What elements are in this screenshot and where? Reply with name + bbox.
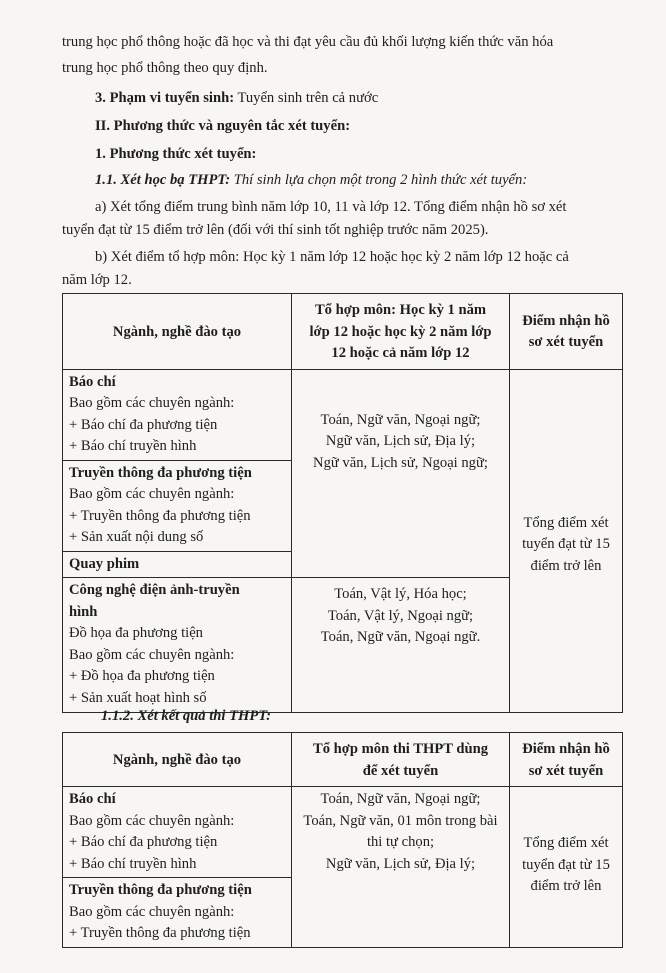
program-cell — [63, 578, 292, 713]
header-line: 12 hoặc cả năm lớp 12 — [331, 345, 470, 361]
header-line: sơ xét tuyển — [528, 762, 604, 779]
combo-line: thi tự chọn; — [366, 834, 435, 850]
combo-cell — [292, 578, 510, 713]
scope-line — [95, 90, 378, 107]
header-line: Điểm nhận hồ — [522, 741, 610, 757]
program-detail: + Báo chí đa phương tiện — [69, 416, 218, 433]
method-1-1-text: Thí sinh lựa chọn một trong 2 hình thức xét tuyển: — [230, 172, 528, 188]
program-title: Truyền thông đa phương tiện — [69, 882, 252, 898]
header-to-hop — [292, 733, 510, 787]
table-header-row — [63, 733, 623, 787]
table-thi-thpt — [62, 732, 623, 948]
section-heading: II. Phương thức và nguyên tắc xét tuyển: — [95, 118, 351, 134]
program-title: hình — [69, 603, 98, 620]
combo-line: Ngữ văn, Lịch sử, Ngoại ngữ; — [313, 454, 488, 471]
header-diem — [510, 294, 623, 370]
program-detail: + Truyền thông đa phương tiện — [69, 925, 251, 941]
program-detail: Bao gồm các chuyên ngành: — [69, 395, 235, 411]
table-row — [63, 369, 623, 460]
paragraph-line: trung học phổ thông theo quy định. — [62, 60, 268, 76]
header-nganh: Ngành, nghề đào tạo — [63, 294, 292, 370]
program-detail: + Báo chí truyền hình — [69, 855, 197, 872]
header-line: Tổ hợp môn thi THPT dùng — [312, 741, 489, 757]
option-a-line: tuyển đạt từ 15 điểm trở lên (đối với thí sinh tốt nghiệp trước năm 2025). — [62, 222, 489, 238]
program-detail: Bao gồm các chuyên ngành: — [69, 646, 235, 663]
option-a-line: a) Xét tổng điểm trung bình năm lớp 10, 11 và lớp 12. Tổng điểm nhận hồ sơ xét — [95, 199, 567, 215]
scope-label: 3. Phạm vi tuyển sinh: — [95, 90, 235, 106]
program-detail: Bao gồm các chuyên ngành: — [69, 903, 235, 920]
option-b-line: b) Xét điểm tổ hợp môn: Học kỳ 1 năm lớp 12 hoặc học kỳ 2 năm lớp 12 hoặc cả — [95, 249, 569, 265]
program-detail: Bao gồm các chuyên ngành: — [69, 486, 235, 502]
score-line: tuyển đạt từ 15 — [522, 536, 610, 552]
program-detail: + Báo chí đa phương tiện — [69, 834, 218, 850]
program-title: Công nghệ điện ảnh-truyền — [69, 582, 240, 598]
header-nganh: Ngành, nghề đào tạo — [63, 733, 292, 787]
method-1-1-2-heading: 1.1.2. Xét kết quả thi THPT: — [101, 708, 271, 724]
score-line: điểm trở lên — [530, 557, 602, 574]
header-line: để xét tuyển — [362, 762, 439, 779]
program-cell — [63, 551, 292, 578]
combo-line: Toán, Vật lý, Hóa học; — [334, 586, 467, 602]
score-cell — [510, 369, 623, 713]
header-line: Tổ hợp môn: Học kỳ 1 năm — [314, 302, 487, 318]
combo-line: Ngữ văn, Lịch sử, Địa lý; — [325, 855, 476, 872]
combo-line: Toán, Ngữ văn, Ngoại ngữ. — [320, 629, 481, 645]
combo-cell — [292, 369, 510, 578]
program-title: Báo chí — [69, 791, 116, 807]
combo-line: Toán, Ngữ văn, 01 môn trong bài — [303, 812, 498, 829]
combo-cell — [292, 787, 510, 948]
program-detail: + Sản xuất nội dung số — [69, 529, 204, 545]
program-cell — [63, 369, 292, 460]
program-cell — [63, 460, 292, 551]
program-cell — [63, 878, 292, 948]
scope-text: Tuyển sinh trên cả nước — [234, 90, 379, 106]
program-title: Báo chí — [69, 373, 116, 390]
program-title: Truyền thông đa phương tiện — [69, 464, 252, 481]
combo-line: Ngữ văn, Lịch sử, Địa lý; — [325, 433, 476, 449]
header-to-hop — [292, 294, 510, 370]
table-header-row — [63, 294, 623, 370]
score-line: tuyển đạt từ 15 — [522, 856, 610, 873]
program-cell — [63, 787, 292, 878]
program-detail: Đồ họa đa phương tiện — [69, 625, 203, 641]
option-b-line: năm lớp 12. — [62, 272, 132, 288]
table-row — [63, 787, 623, 878]
combo-line: Toán, Vật lý, Ngoại ngữ; — [327, 607, 474, 624]
method-1-1-line — [95, 172, 527, 189]
score-cell — [510, 787, 623, 948]
program-detail: + Đồ họa đa phương tiện — [69, 668, 215, 684]
program-title: Quay phim — [69, 555, 140, 572]
header-diem — [510, 733, 623, 787]
score-line: Tổng điểm xét — [523, 835, 609, 851]
method-1-1-label: 1.1. Xét học bạ THPT: — [95, 172, 231, 188]
header-line: Điểm nhận hồ — [522, 312, 610, 329]
header-line: sơ xét tuyển — [528, 334, 604, 351]
combo-line: Toán, Ngữ văn, Ngoại ngữ; — [320, 791, 481, 807]
table-hoc-ba — [62, 293, 623, 713]
program-detail: + Sản xuất hoạt hình số — [69, 689, 207, 706]
header-line: lớp 12 hoặc học kỳ 2 năm lớp — [309, 323, 492, 340]
score-line: Tổng điểm xét — [523, 514, 609, 531]
score-line: điểm trở lên — [530, 878, 602, 894]
method-heading: 1. Phương thức xét tuyển: — [95, 146, 257, 162]
paragraph-line: trung học phổ thông hoặc đã học và thi đạt yêu cầu đủ khối lượng kiến thức văn hóa — [62, 34, 554, 50]
program-detail: Bao gồm các chuyên ngành: — [69, 812, 235, 829]
combo-line: Toán, Ngữ văn, Ngoại ngữ; — [320, 411, 481, 428]
program-detail: + Truyền thông đa phương tiện — [69, 507, 251, 524]
program-detail: + Báo chí truyền hình — [69, 438, 197, 454]
